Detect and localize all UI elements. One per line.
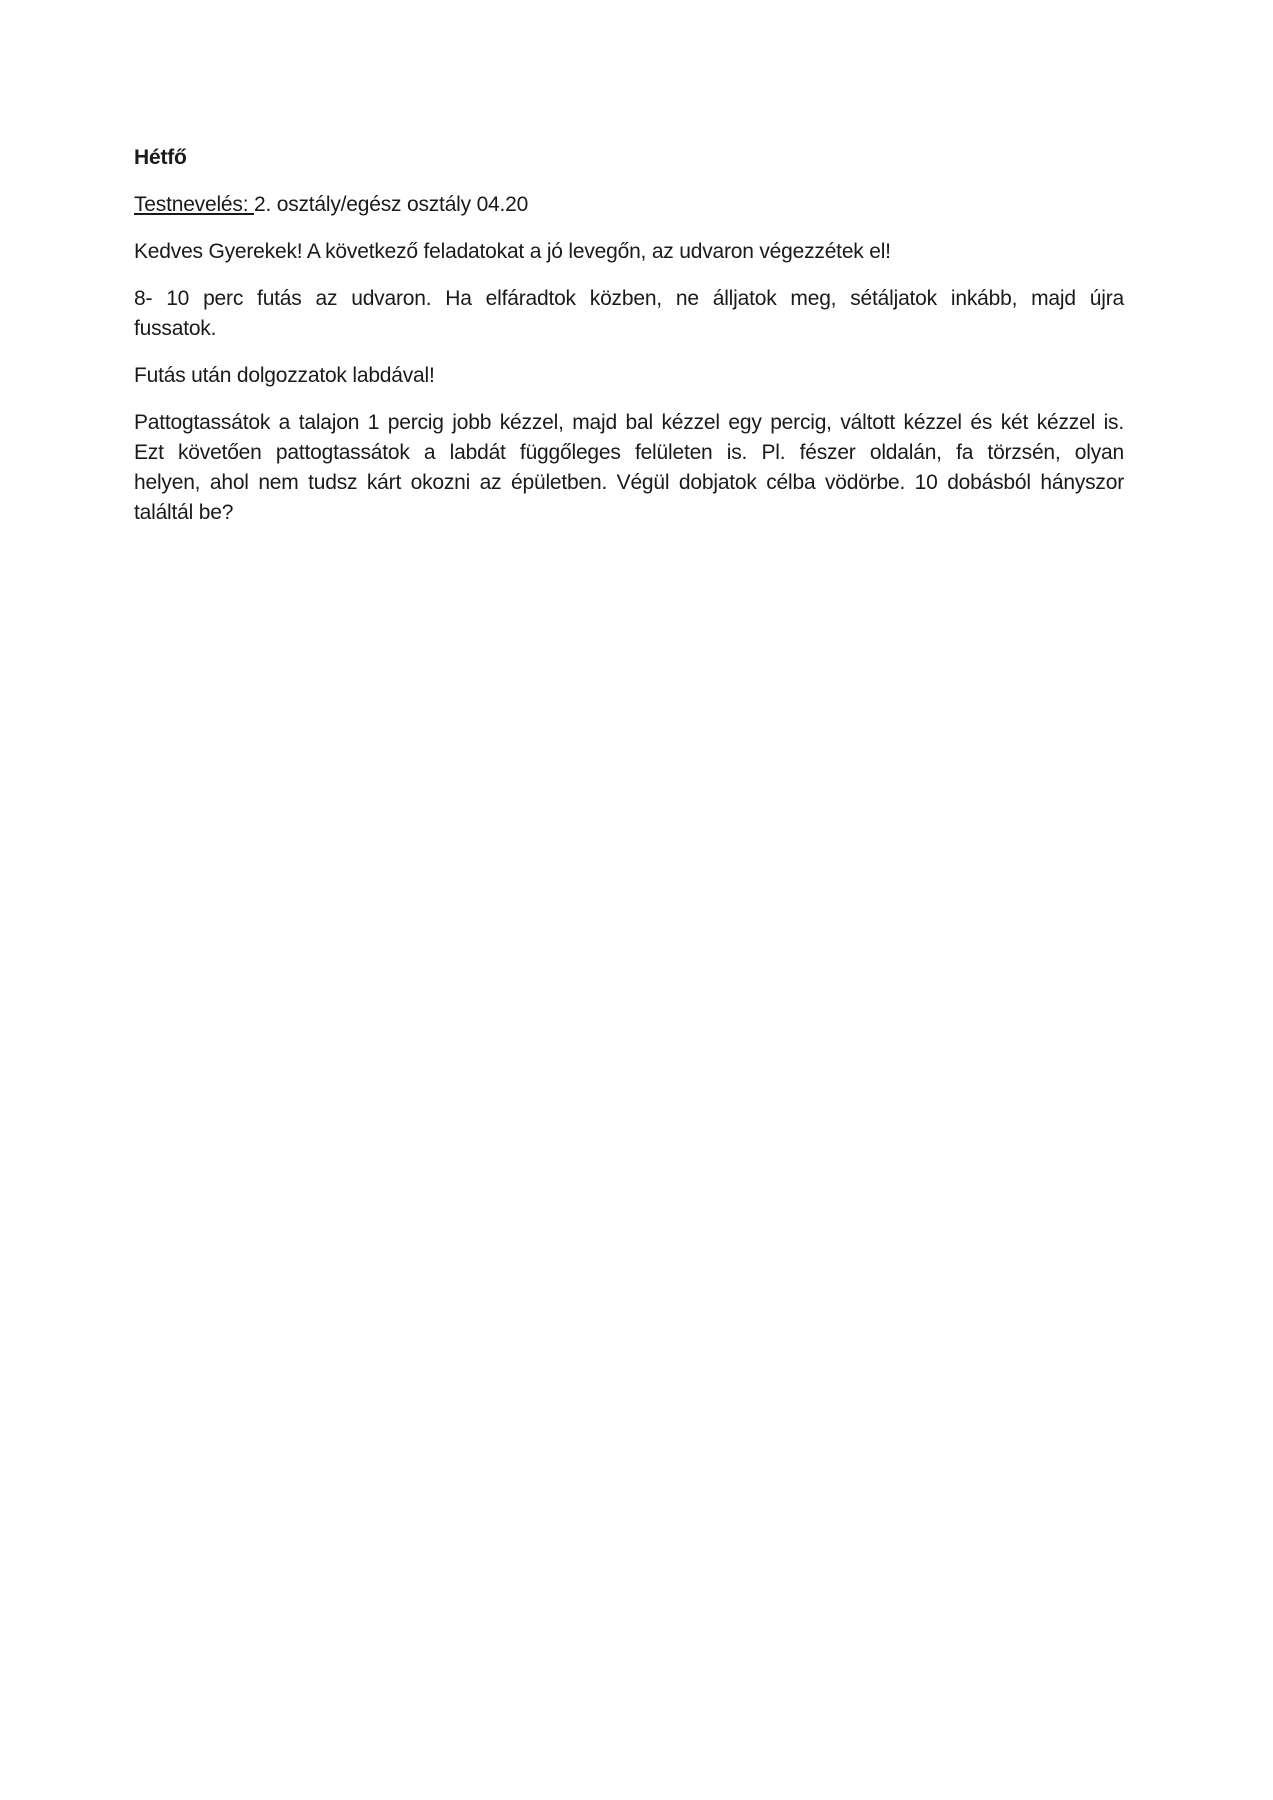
ball-task-line-1: Pattogtassátok a talajon 1 percig jobb kézzel, majd bal kézzel egy percig, váltott kézzel és két kézzel is. [134, 411, 1124, 434]
running-line-2: fussatok. [134, 317, 217, 340]
day-heading: Hétfő [134, 146, 187, 169]
subject-line [134, 190, 1124, 220]
ball-task-line-2: Ezt követően pattogtassátok a labdát függőleges felületen is. Pl. fészer oldalán, fa törzsén, olyan [134, 441, 1124, 464]
ball-task-line-3: helyen, ahol nem tudsz kárt okozni az épületben. Végül dobjatok célba vödörbe. 10 dobásból hányszor [134, 471, 1124, 494]
ball-intro-paragraph: Futás után dolgozzatok labdával! [134, 364, 435, 387]
subject-label: Testnevelés: [134, 193, 254, 216]
running-paragraph [134, 284, 1124, 344]
ball-task-paragraph [134, 408, 1124, 528]
running-line-1: 8- 10 perc futás az udvaron. Ha elfáradtok közben, ne álljatok meg, sétáljatok inkább, majd újra [134, 287, 1124, 310]
document-content [134, 143, 1124, 545]
intro-paragraph: Kedves Gyerekek! A következő feladatokat a jó levegőn, az udvaron végezzétek el! [134, 240, 891, 263]
ball-task-line-4: találtál be? [134, 501, 234, 524]
subject-details: 2. osztály/egész osztály 04.20 [253, 193, 529, 216]
